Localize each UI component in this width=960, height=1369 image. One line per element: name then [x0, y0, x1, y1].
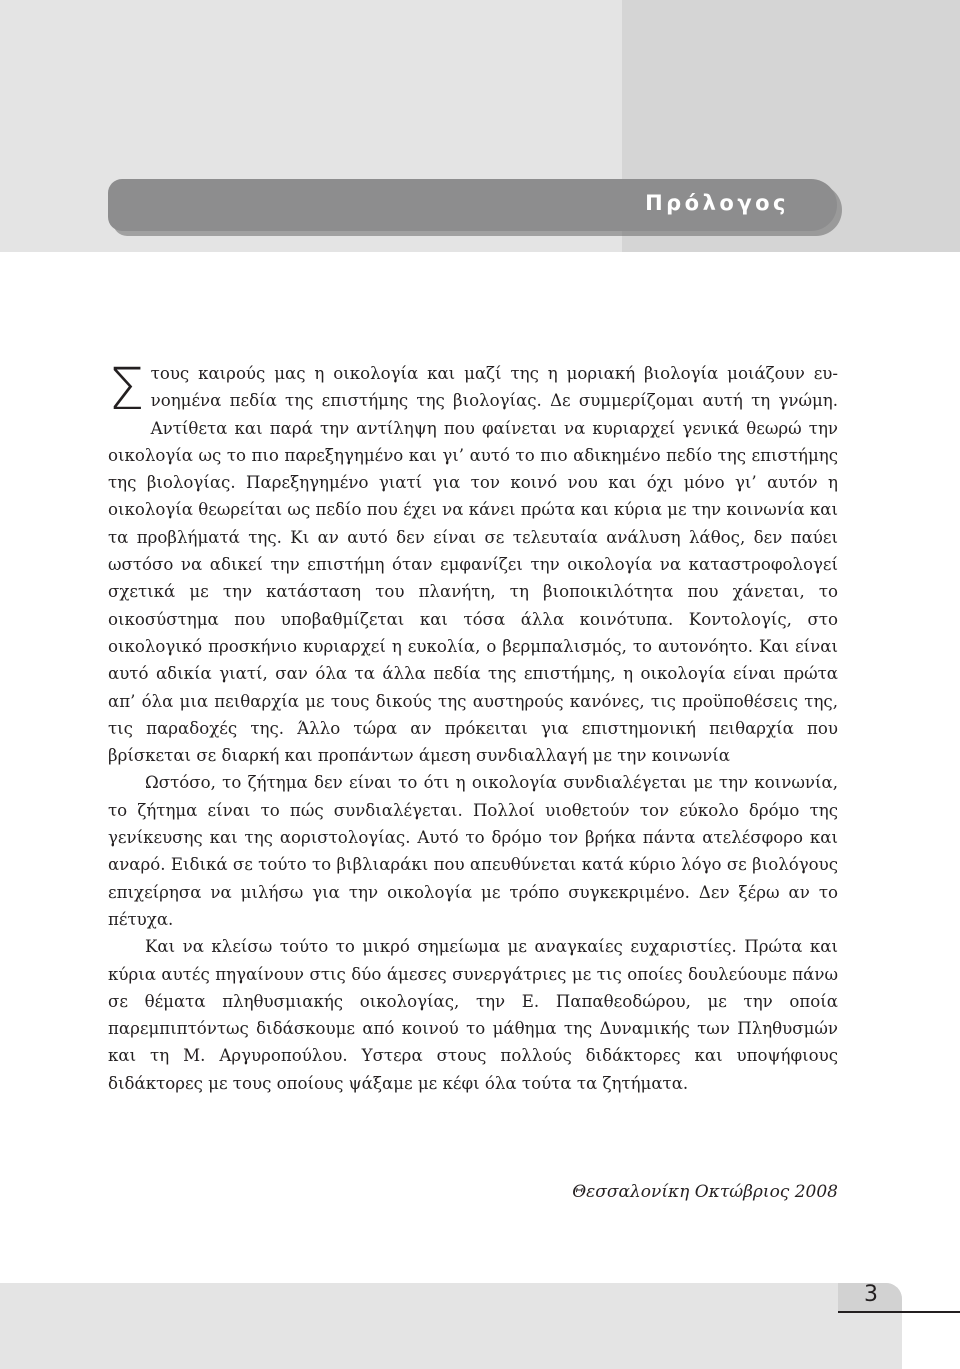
footer-band	[0, 1283, 902, 1369]
drop-cap: Σ	[108, 355, 145, 423]
signature-place-date: Θεσσαλονίκη Οκτώβριος 2008	[572, 1182, 838, 1202]
preface-body	[108, 355, 838, 1097]
page-title: Πρόλογος	[645, 191, 789, 215]
paragraph-1	[108, 355, 838, 769]
page-number-rule	[838, 1311, 960, 1313]
paragraph-3: Και να κλείσω τούτο το μικρό σημείωμα με αναγκαίες ευχαριστίες. Πρώτα και κύρια αυτές πηγαίνουν στις δύο άμεσες συνεργάτριες με τις οποίες δουλεύουμε πάνω σε θέματα πληθυσμιακής οικολογίας, την Ε. Παπαθεοδώρου, με την οποία παρεμπιπτόντως διδάσκουμε από κοινού το μάθημα της Δυναμικής των Πληθυσμών και τη Μ. Αργυροπούλου. Υστερα στους πολλούς διδάκτορες και υποψήφιους διδάκτορες με τους οποίους ψάξαμε με κέφι όλα τούτα τα ζητήματα.	[108, 937, 838, 1093]
paragraph-1-text: τους καιρούς μας η οικολογία και μαζί της η μοριακή βιολογία μοιάζουν ευνοημένα πεδία της επιστήμης της βιολογίας. Δε συμμερίζομαι αυτή τη γνώμη. Αντίθετα και παρά την αντίληψη που φαίνεται να κυριαρχεί γενικά θεωρώ την οικολογία ως το πιο παρεξηγημένο και γι’ αυτό το πιο αδικημένο πεδίο της επιστήμης της βιολογίας. Παρεξηγημένο γιατί για τον κοινό νου και όχι μόνο γι’ αυτόν η οικολογία θεωρείται ως πεδίο που έχει να κάνει πρώτα και κύρια με την κοινωνία και τα προβλήματά της. Κι αν αυτό δεν είναι σε τελευταία ανάλυση λάθος, δεν παύει ωστόσο να αδικεί την επιστήμη όταν εμφανίζει την οικολογία να καταστροφολογεί σχετικά με την κατάσταση του πλανήτη, τη βιοποικιλότητα που χάνεται, το οικοσύστημα που υποβαθμίζεται και τόσα άλλα κοινότυπα. Κοντολογίς, στο οικολογικό προσκήνιο κυριαρχεί η ευκολία, ο βερμπαλισμός, το αυτονόητο. Και είναι αυτό αδικία γιατί, σαν όλα τα άλλα πεδία της επιστήμης, η οικολογία είναι πρώτα απ’ όλα μια πειθαρχία με τους δικούς της αυστηρούς κανόνες, τις προϋποθέσεις της, τις παραδοχές της. Άλλο τώρα αν πρόκειται για επιστημονική πειθαρχία που βρίσκεται σε διαρκή και προπάντων άμεση συνδιαλλαγή με την κοινωνία	[108, 364, 838, 766]
title-bar	[108, 179, 837, 231]
page-number: 3	[864, 1282, 878, 1307]
paragraph-2: Ωστόσο, το ζήτημα δεν είναι το ότι η οικολογία συνδιαλέγεται με την κοινωνία, το ζήτημα είναι το πώς συνδιαλέγεται. Πολλοί υιοθετούν τον εύκολο δρόμο της γενίκευσης και της αοριστολογίας. Αυτό το δρόμο τον βρήκα πάντα ατελέσφορο και αναρό. Ειδικά σε τούτο το βιβλιαράκι που απευθύνεται κατά κύριο λόγο σε βιολόγους επιχείρησα να μιλήσω για την οικολογία με τρόπο συγκεκριμένο. Δεν ξέρω αν το πέτυχα.	[108, 773, 838, 929]
